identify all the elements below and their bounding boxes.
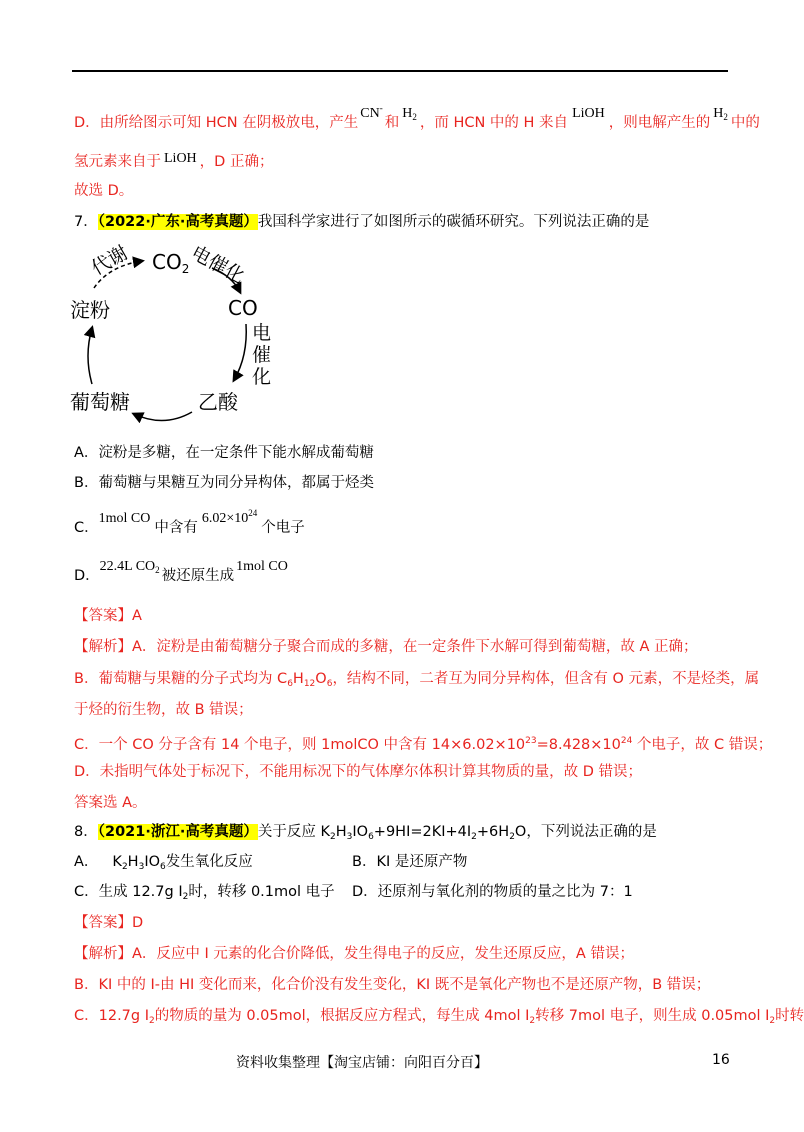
q7-analysis-b1: B．葡萄糖与果糖的分子式均为 $C_6H_{12}O_6$，结构不同，二者互为同分异构体，但含有 O 元素，不是烃类，属 (74, 671, 760, 689)
q8-answer: 【答案】D (74, 915, 144, 931)
q7-answer: 【答案】A (74, 608, 142, 624)
q7-analysis-a: 【解析】A．淀粉是由葡萄糖分子聚合而成的多糖，在一定条件下水解可得到葡萄糖，故 A 正确； (74, 639, 698, 655)
footer-text: 资料收集整理【淘宝店铺：向阳百分百】 (236, 1055, 488, 1071)
q8-stem: 8．（2021·浙江·高考真题）关于反应 $K_2H_3IO_6+9HI=2KI+4I_2+6H_2O$，下列说法正确的是 (74, 824, 657, 842)
page-number: 16 (712, 1052, 730, 1068)
q8-option-a: A． $K_2H_3IO_6$发生氧化反应 (74, 854, 253, 872)
diagram-starch: 淀粉 (70, 298, 110, 322)
diagram-electrocatalysis-side: 电催化 (252, 322, 272, 388)
q7-analysis-b2: 于烃的衍生物，故 B 错误； (74, 702, 253, 718)
q8-analysis-a: 【解析】A．反应中 I 元素的化合价降低，发生得电子的反应，发生还原反应，A 错误； (74, 946, 634, 962)
q7-option-d: D．22.4L $CO_2$ 被还原生成1mol CO (74, 559, 288, 584)
diagram-glucose: 葡萄糖 (70, 390, 130, 414)
diagram-co2: $CO_2$ (152, 250, 190, 276)
diagram-metabolism-label: 代谢 (87, 241, 132, 280)
explanation-d-line1: D．由所给图示可知 HCN 在阴极放电，产生CN-和$H_2$ ，而 HCN 中的 H 来自LiOH，则电解产生的$H_2$ 中的 (74, 103, 760, 131)
q7-option-b: B．葡萄糖与果糖互为同分异构体，都属于烃类 (74, 475, 374, 491)
diagram-co: CO (228, 296, 258, 320)
q7-option-c: C．1mol CO中含有$6.02\times 10^{24}$个电子 (74, 508, 305, 536)
explanation-d-line2: 氢元素来自于 LiOH ，D 正确； (74, 151, 274, 170)
q8-option-c: C．生成 12.7g $I_2$时，转移 0.1mol 电子 (74, 884, 335, 902)
carbon-cycle-diagram (64, 236, 294, 432)
q8-option-d: D．还原剂与氧化剂的物质的量之比为 7：1 (352, 884, 633, 900)
q7-stem: 7．（2022·广东·高考真题）我国科学家进行了如图所示的碳循环研究。下列说法正确的是 (74, 214, 650, 230)
q8-option-b: B．KI 是还原产物 (352, 854, 468, 870)
q8-source-badge: （2021·浙江·高考真题） (97, 824, 258, 840)
diagram-electrocatalysis-top: 电催化 (187, 241, 249, 288)
header-rule (72, 70, 728, 72)
explanation-conclusion: 故选 D。 (74, 183, 134, 199)
q7-analysis-c: C．一个 CO 分子含有 14 个电子，则 1molCO 中含有 $14\times 6.02\times 10^{23}=8.428\times 10^{24}$ 个电子，故 C 错误； (74, 736, 773, 753)
q8-analysis-b: B．KI 中的 I-由 HI 变化而来，化合价没有发生变化，KI 既不是氧化产物也不是还原产物，B 错误； (74, 977, 711, 993)
q7-analysis-d: D．未指明气体处于标况下，不能用标况下的气体摩尔体积计算其物质的量，故 D 错误； (74, 764, 643, 780)
q8-analysis-c: C．12.7g $I_2$的物质的量为 0.05mol，根据反应方程式，每生成 4mol $I_2$转移 7mol 电子，则生成 0.05mol $I_2$时转 (74, 1008, 804, 1026)
q7-conclusion: 答案选 A。 (74, 795, 147, 811)
q7-source-badge: （2022·广东·高考真题） (97, 214, 258, 230)
diagram-acetic-acid: 乙酸 (198, 390, 238, 414)
q7-option-a: A．淀粉是多糖，在一定条件下能水解成葡萄糖 (74, 445, 374, 461)
